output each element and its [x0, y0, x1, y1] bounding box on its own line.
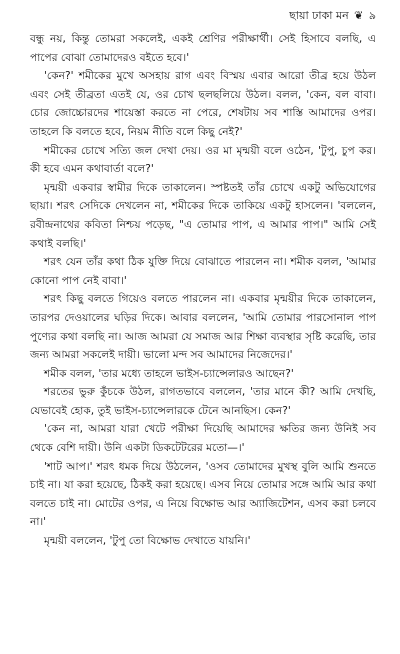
paragraph: মৃন্ময়ী একবার স্বামীর দিকে তাকালেন। স্পষ্টতই তাঁর চোখে একটু অভিযোগের ছায়া। শরৎ সেদিকে দেখলেন না, শমীকের দিকে তাকিয়ে একটু হাসলেন। 'বললেন, রবীন্দ্রনাথের কবিতা নিশ্চয় পড়েছ, "এ তোমার পাপ, এ আমার পাপ।" আমি সেই কথাই বলছি।' — [30, 181, 376, 250]
running-header — [30, 8, 376, 24]
running-title: ছায়া ঢাকা মন — [289, 9, 349, 22]
paragraph: বন্ধু নয়, কিন্তু তোমরা সকলেই, একই শ্রেণির পরীক্ষার্থী। সেই হিসাবে বলছি, এ পাপের বোঝা তোমাদেরও বইতে হবে।' — [30, 33, 376, 64]
paragraph: মৃন্ময়ী বললেন, 'টুপু তো বিক্ষোভ দেখাতে যায়নি।' — [44, 535, 251, 548]
paragraph: শরতের ভুরু কুঁচকে উঠল, রাগতভাবে বললেন, 'তার মানে কী? আমি দেখছি, যেভাবেই হোক, তুই ভাইস-চ্যান্সেলারকে টেনে আনছিস। কেন?' — [30, 386, 376, 417]
page-number: ৯ — [368, 9, 376, 22]
paragraph: শরৎ যেন তাঁর কথা ঠিক যুক্তি দিয়ে বোঝাতে পারলেন না। শমীক বলল, 'আমার কোনো পাপ নেই বাবা।' — [30, 256, 376, 287]
paragraph: 'কেন?' শমীকের মুখে অসহায় রাগ এবং বিস্ময় এবার আরো তীব্র হয়ে উঠল এবং সেই তীব্রতা এতই যে, ওর চোখ ছলছলিয়ে উঠল। বলল, 'কেন, বল বাবা। চোর জোচ্চোরদের শায়েস্তা করতে না পেরে, শেষটায় সব শাস্তি আমাদের ওপর। তাহলে কি বলতে হবে, নিয়ম নীতি বলে কিছু নেই?' — [30, 70, 376, 138]
paragraph: শরৎ কিছু বলতে গিয়েও বলতে পারলেন না। একবার মৃন্ময়ীর দিকে তাকালেন, তারপর দেওয়ালের ঘড়ির দিকে। আবার বললেন, 'আমি তোমার পারসোনাল পাপ পুণ্যের কথা বলছি না। আজ আমরা যে সমাজ আর শিক্ষা ব্যবস্থার সৃষ্টি করেছি, তার জন্য আমরা সকলেই দায়ী। ভালো মন্দ সব আমাদের নিজেদের।' — [30, 293, 376, 362]
paragraph: শমীক বলল, 'তার মধ্যে তাহলে ভাইস-চ্যান্সেলারও আছেন?' — [44, 367, 294, 380]
paragraph: 'শাট আপ।' শরৎ ধমক দিয়ে উঠলেন, 'ওসব তোমাদের মুখস্থ বুলি আমি শুনতে চাই না। যা করা হয়েছে, ঠিকই করা হয়েছে। এসব নিয়ে তোমার সঙ্গে আমি আর কথা বলতে চাই না। মোটের ওপর, এ নিয়ে বিক্ষোভ আর অ্যাজিটেশন, এসব করা চলবে না।' — [30, 460, 376, 529]
body-text — [30, 30, 376, 551]
leaf-ornament-icon: ❦ — [354, 9, 364, 22]
paragraph: 'কেন না, আমরা যারা খেটে পরীক্ষা দিয়েছি আমাদের ক্ষতির জন্য উনিই সব থেকে বেশি দায়ী। উনি একটা ডিকটেটরের মতো—।' — [30, 423, 376, 455]
paragraph: শমীকের চোখে সত্যি জল দেখা দেয়। ওর মা মৃন্ময়ী বলে ওঠেন, 'টুপু, চুপ কর। কী হবে এমন কথাবার্তা বলে?' — [30, 144, 376, 176]
